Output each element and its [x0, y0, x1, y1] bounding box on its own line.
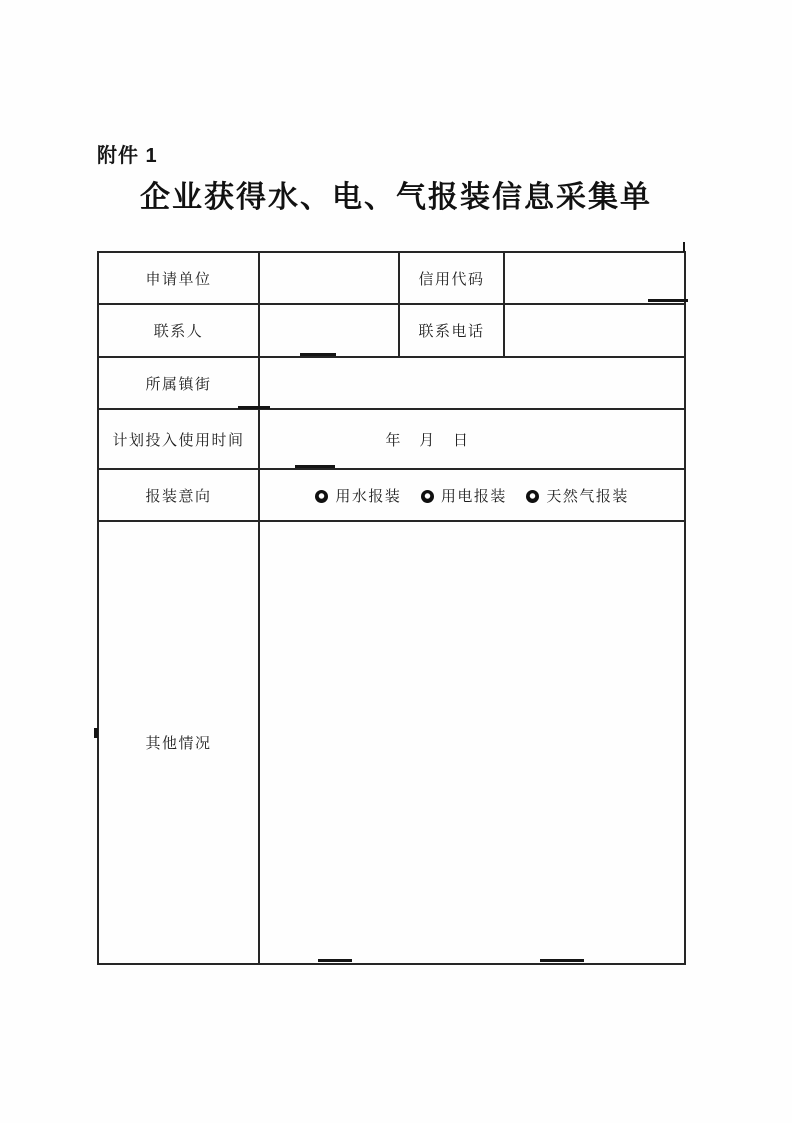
table-row-intention	[98, 469, 685, 521]
option-water	[315, 485, 401, 506]
scan-artifact	[300, 353, 336, 356]
table-row-contact	[98, 304, 685, 357]
applicant-unit-label: 申请单位	[98, 252, 259, 304]
credit-code-value-cell	[504, 252, 685, 304]
credit-code-label: 信用代码	[399, 252, 504, 304]
scan-artifact	[683, 242, 685, 252]
applicant-unit-value-cell	[259, 252, 399, 304]
installation-intention-label: 报装意向	[98, 469, 259, 521]
radio-filled-icon	[315, 490, 328, 503]
scan-artifact	[295, 465, 335, 468]
radio-filled-icon	[526, 490, 539, 503]
installation-intention-options-cell	[259, 469, 685, 521]
table-row-applicant	[98, 252, 685, 304]
township-value-cell	[259, 357, 685, 409]
table-row-township	[98, 357, 685, 409]
planned-use-time-label: 计划投入使用时间	[98, 409, 259, 469]
scan-artifact	[540, 959, 584, 962]
contact-person-label: 联系人	[98, 304, 259, 357]
option-gas	[526, 485, 629, 506]
radio-filled-icon	[421, 490, 434, 503]
scan-artifact	[648, 299, 688, 302]
option-electricity	[421, 485, 507, 506]
table-row-planned-date	[98, 409, 685, 469]
option-electricity-label: 用电报装	[440, 488, 507, 505]
scan-artifact	[318, 959, 352, 962]
planned-use-time-value: 年 月 日	[259, 409, 685, 469]
other-situation-label: 其他情况	[98, 521, 259, 964]
contact-phone-label: 联系电话	[399, 304, 504, 357]
option-water-label: 用水报装	[335, 488, 402, 505]
township-label: 所属镇街	[98, 357, 259, 409]
attachment-label: 附件 1	[97, 145, 158, 167]
page-title: 企业获得水、电、气报装信息采集单	[140, 181, 652, 214]
other-situation-value-cell	[259, 521, 685, 964]
form-table	[97, 251, 686, 965]
scan-artifact	[238, 406, 270, 409]
table-row-other	[98, 521, 685, 964]
contact-person-value-cell	[259, 304, 399, 357]
contact-phone-value-cell	[504, 304, 685, 357]
option-gas-label: 天然气报装	[546, 488, 629, 505]
scan-artifact	[94, 728, 98, 738]
